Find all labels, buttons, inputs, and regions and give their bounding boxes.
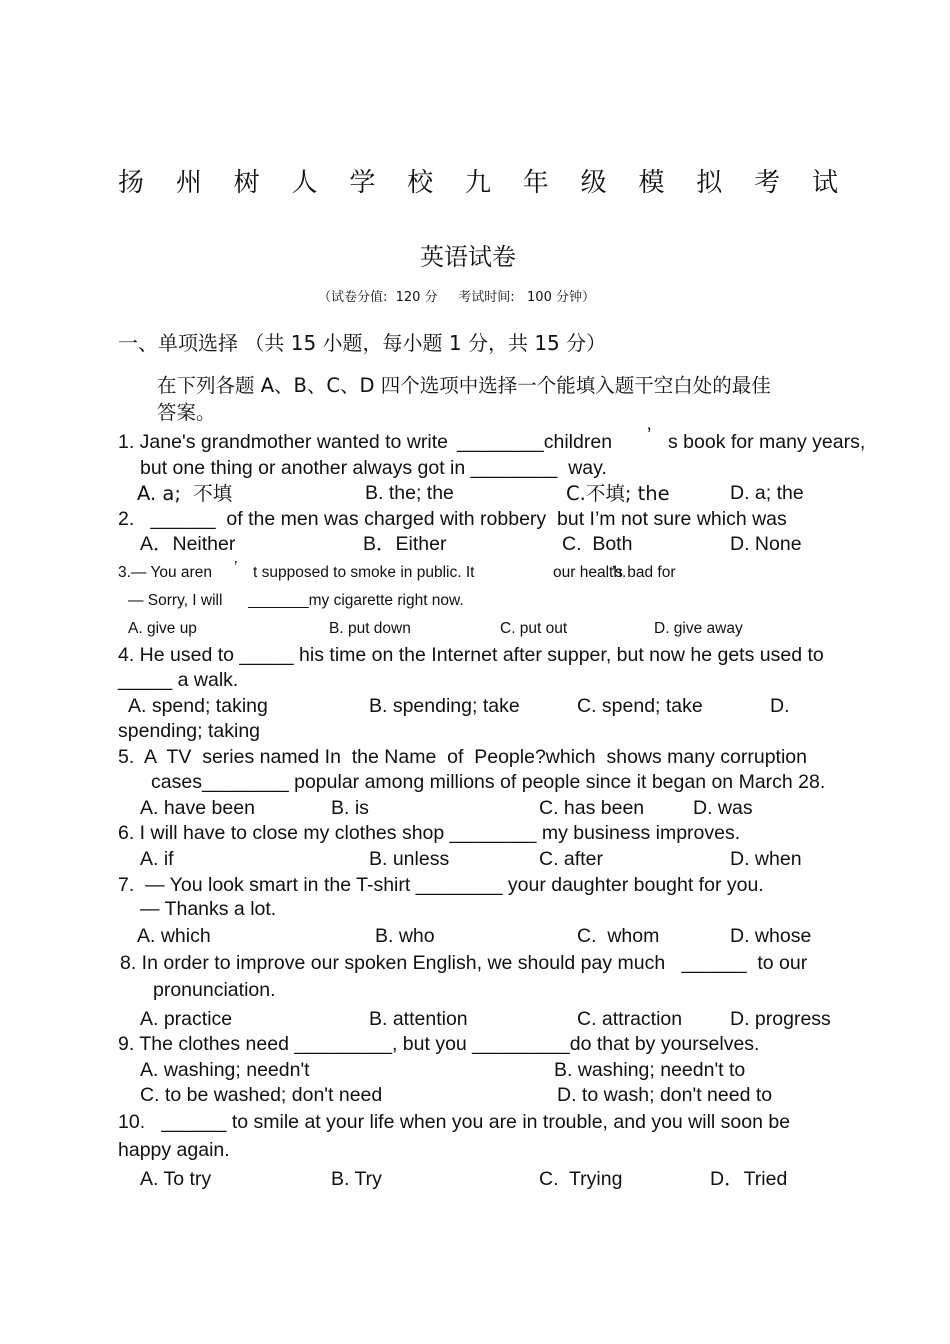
title-char: 树 xyxy=(233,168,260,198)
q8-option-b: B. attention xyxy=(369,1008,468,1030)
exam-info: （试卷分值: 120 分 考试时间: 100 分钟） xyxy=(318,290,595,305)
q2-option-d: D. None xyxy=(730,533,802,555)
q3-stem-e: ’s bad for xyxy=(612,564,676,581)
q7-stem-line-2: — Thanks a lot. xyxy=(140,898,277,920)
q2-option-c: C. Both xyxy=(562,533,633,555)
q5-stem-line-1: 5. A TV series named In the Name of People?which shows many corruption xyxy=(118,746,807,768)
q7-option-a: A. which xyxy=(137,925,211,947)
title-char: 扬 xyxy=(118,168,145,198)
title-char: 年 xyxy=(522,168,549,198)
instructions-line-2: 答案。 xyxy=(157,401,216,424)
q5-option-d: D. was xyxy=(693,797,753,819)
q7-option-b: B. who xyxy=(375,925,435,947)
q1-option-d: D. a; the xyxy=(730,482,804,504)
q10-stem-line-2: happy again. xyxy=(118,1139,230,1161)
q1-option-c: C.不填; the xyxy=(566,482,670,505)
q5-option-b: B. is xyxy=(331,797,369,819)
q1-stem-a: 1. Jane's grandmother wanted to write xyxy=(118,431,448,453)
q3-stem-d: our health. xyxy=(553,564,627,581)
q3-option-c: C. put out xyxy=(500,620,568,637)
title-char: 级 xyxy=(580,168,607,198)
title-char: 九 xyxy=(464,168,491,198)
q3-stem-a: 3.— You aren xyxy=(118,564,212,581)
q4-option-d-cont: spending; taking xyxy=(118,720,261,742)
q3-stem-c: t supposed to smoke in public. It xyxy=(253,564,475,581)
q9-option-d: D. to wash; don't need to xyxy=(557,1084,773,1106)
q8-stem-line-1: 8. In order to improve our spoken English, we should pay much ______ to our xyxy=(120,952,808,974)
q10-stem-line-1: 10. ______ to smile at your life when you are in trouble, and you will soon be xyxy=(118,1111,791,1133)
section-heading: 一、单项选择 （共 15 小题，每小题 1 分，共 15 分） xyxy=(118,331,607,355)
q9-option-b: B. washing; needn't to xyxy=(554,1059,746,1081)
q6-option-d: D. when xyxy=(730,848,802,870)
q6-option-c: C. after xyxy=(539,848,603,870)
exam-subtitle: 英语试卷 xyxy=(420,243,516,271)
q10-option-a: A. To try xyxy=(140,1168,212,1190)
q1-stem-line-2: but one thing or another always got in ________ way. xyxy=(140,457,607,479)
title-char: 试 xyxy=(811,168,838,198)
q9-stem: 9. The clothes need _________, but you _________do that by yourselves. xyxy=(118,1033,760,1055)
instructions-line-1: 在下列各题 A、B、C、D 四个选项中选择一个能填入题干空白处的最佳 xyxy=(157,374,771,397)
q6-stem: 6. I will have to close my clothes shop ________ my business improves. xyxy=(118,822,741,844)
q7-stem-line-1: 7. — You look smart in the T-shirt ________ your daughter bought for you. xyxy=(118,874,764,896)
title-char: 拟 xyxy=(696,168,723,198)
title-char: 考 xyxy=(754,168,781,198)
q8-stem-line-2: pronunciation. xyxy=(153,979,276,1001)
q9-option-a: A. washing; needn't xyxy=(140,1059,310,1081)
title-char: 人 xyxy=(291,168,318,198)
q3-stem-b: ’ xyxy=(234,559,238,576)
title-char: 州 xyxy=(175,168,202,198)
q8-option-a: A. practice xyxy=(140,1008,233,1030)
q3-option-d: D. give away xyxy=(654,620,743,637)
q6-option-b: B. unless xyxy=(369,848,450,870)
title-char: 模 xyxy=(638,168,665,198)
q5-option-c: C. has been xyxy=(539,797,645,819)
q7-option-d: D. whose xyxy=(730,925,812,947)
q1-stem-c: ’ xyxy=(647,424,652,446)
q3-stem-line-2: — Sorry, I will _______my cigarette right now. xyxy=(128,592,464,609)
q3-option-a: A. give up xyxy=(128,620,197,637)
q8-option-c: C. attraction xyxy=(577,1008,683,1030)
q2-option-a: A．Neither xyxy=(140,533,236,555)
title-char: 学 xyxy=(349,168,376,198)
title-char: 校 xyxy=(407,168,434,198)
q5-stem-line-2: cases________ popular among millions of people since it began on March 28. xyxy=(151,771,826,793)
q10-option-d: D．Tried xyxy=(710,1168,788,1190)
q2-option-b: B．Either xyxy=(363,533,447,555)
q2-stem: 2. ______ of the men was charged with robbery but I’m not sure which was xyxy=(118,508,787,530)
q5-option-a: A. have been xyxy=(140,797,255,819)
q1-option-b: B. the; the xyxy=(365,482,454,504)
q10-option-b: B. Try xyxy=(331,1168,382,1190)
q4-stem-line-2: _____ a walk. xyxy=(118,669,239,691)
q1-stem-b: ________children xyxy=(457,431,613,453)
q4-option-a: A. spend; taking xyxy=(128,695,268,717)
q9-option-c: C. to be washed; don't need xyxy=(140,1084,383,1106)
q4-stem-line-1: 4. He used to _____ his time on the Internet after supper, but now he gets used to xyxy=(118,644,824,666)
q8-option-d: D. progress xyxy=(730,1008,831,1030)
q1-stem-d: s book for many years, xyxy=(668,431,866,453)
q3-option-b: B. put down xyxy=(329,620,411,637)
q4-option-c: C. spend; take xyxy=(577,695,703,717)
q4-option-b: B. spending; take xyxy=(369,695,520,717)
q1-option-a: A. a; 不填 xyxy=(137,482,233,505)
q10-option-c: C. Trying xyxy=(539,1168,623,1190)
q4-option-d: D. xyxy=(770,695,790,717)
q7-option-c: C. whom xyxy=(577,925,660,947)
q6-option-a: A. if xyxy=(140,848,174,870)
exam-title xyxy=(118,162,838,199)
